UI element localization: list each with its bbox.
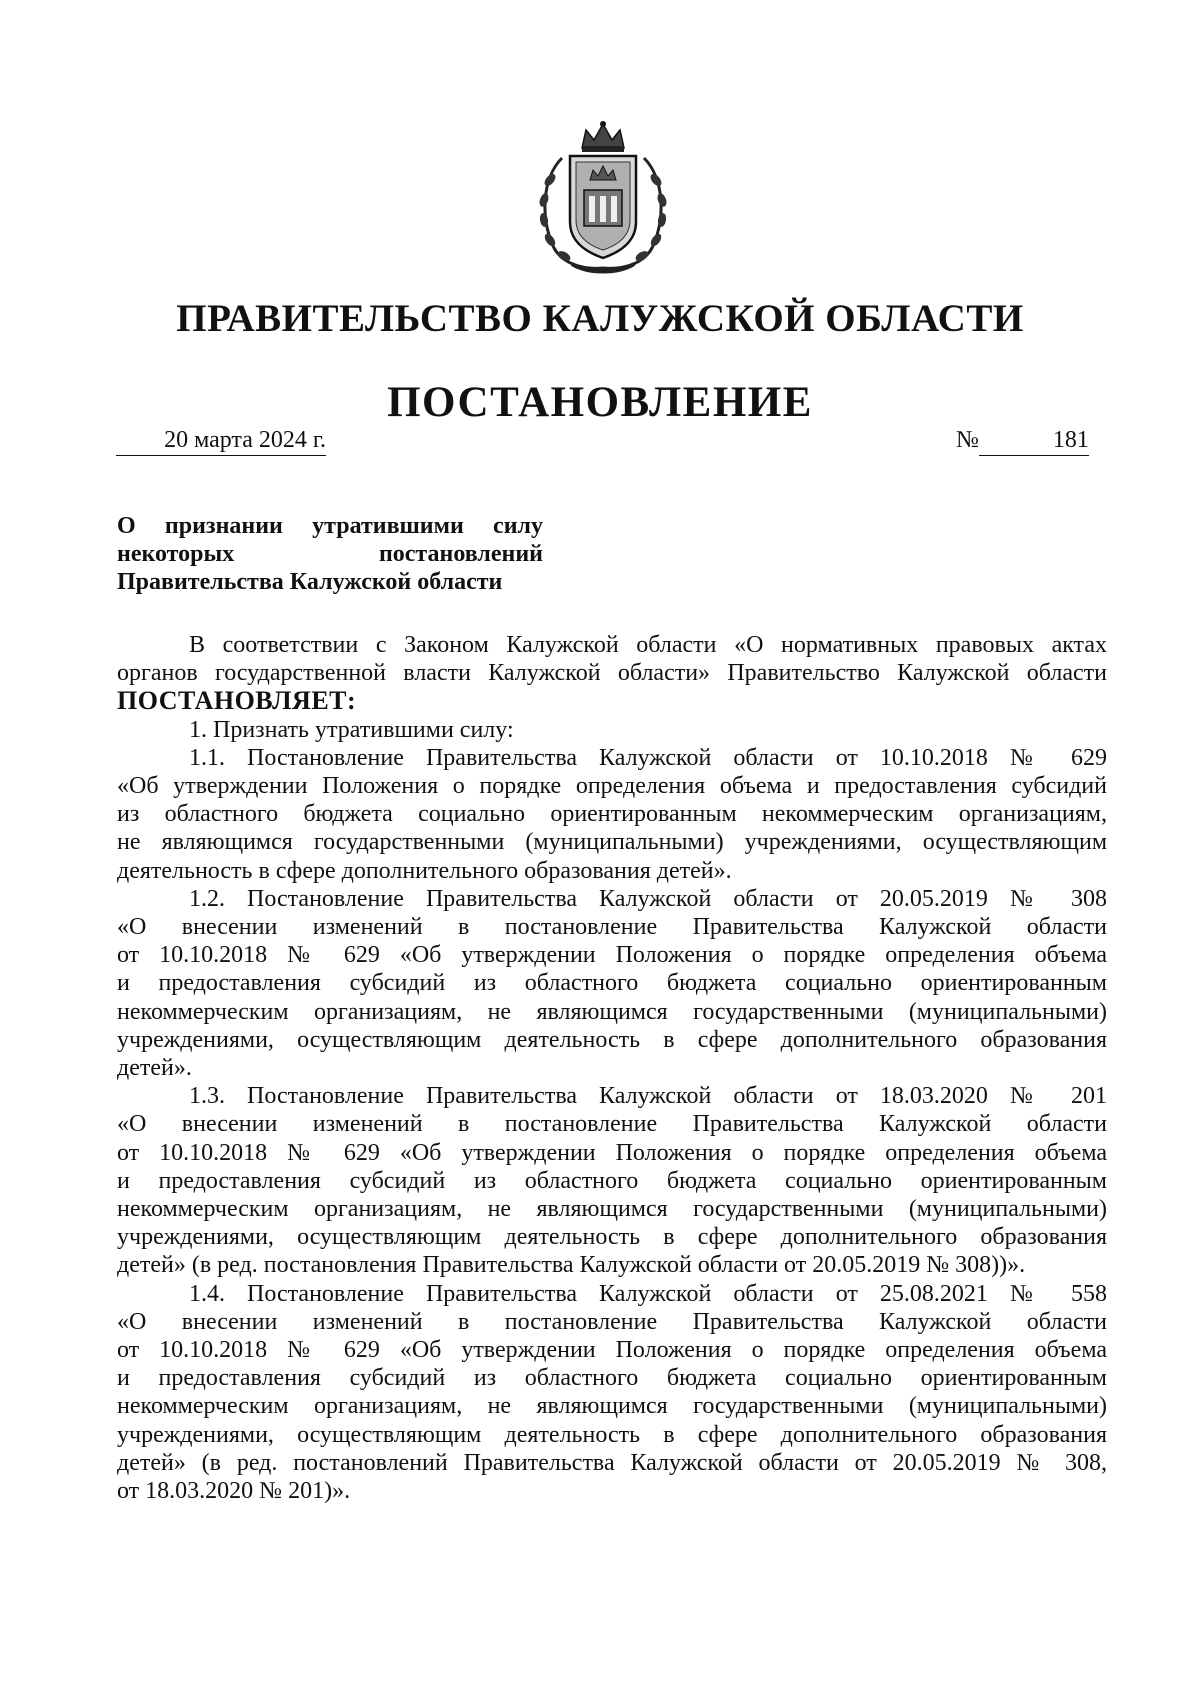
document-body [117, 631, 1107, 1505]
item-1-2-line: 1.2. Постановление Правительства Калужской области от 20.05.2019 № 308 [189, 885, 1107, 912]
intro-line: В соответствии с Законом Калужской области «О нормативных правовых актах [189, 632, 1107, 658]
item-1-3-line: 1.3. Постановление Правительства Калужской области от 18.03.2020 № 201 [189, 1083, 1107, 1110]
item-1-4-line: некоммерческим организациям, не являющимся государственными (муниципальными) [117, 1393, 1107, 1420]
item-1-2-line: и предоставления субсидий из областного бюджета социально ориентированным [117, 970, 1107, 997]
subject-line: некоторых постановлений [117, 541, 543, 567]
subject-line: Правительства Калужской области [117, 569, 503, 595]
item-1-4-line: учреждениями, осуществляющим деятельность в сфере дополнительного образования [117, 1421, 1107, 1448]
organization-title: ПРАВИТЕЛЬСТВО КАЛУЖСКОЙ ОБЛАСТИ [176, 297, 1024, 340]
subject-line: О признании утратившими силу [117, 513, 543, 539]
document-number-field [956, 425, 1089, 456]
document-subject [117, 512, 543, 596]
item-1-3-line: детей» (в ред. постановления Правительства Калужской области от 20.05.2019 № 308))». [117, 1252, 1026, 1279]
item-1-4-line: детей» (в ред. постановлений Правительства Калужской области от 20.05.2019 № 308, [117, 1449, 1107, 1476]
document-type-title: ПОСТАНОВЛЕНИЕ [387, 379, 813, 426]
item-1-1-line: не являющимся государственными (муниципальными) учреждениями, осуществляющим [117, 829, 1107, 856]
item-1-1-line: «Об утверждении Положения о порядке определения объема и предоставления субсидий [117, 773, 1107, 800]
item-1-4-line: и предоставления субсидий из областного бюджета социально ориентированным [117, 1365, 1107, 1392]
item-1-2-line: некоммерческим организациям, не являющимся государственными (муниципальными) [117, 998, 1107, 1025]
resolves-heading: ПОСТАНОВЛЯЕТ: [117, 686, 357, 716]
document-date: 20 марта 2024 г. [116, 425, 326, 456]
item-1-3-line: учреждениями, осуществляющим деятельность в сфере дополнительного образования [117, 1224, 1107, 1251]
item-1-2-line: «О внесении изменений в постановление Правительства Калужской области [117, 914, 1107, 941]
item-1-2-line: от 10.10.2018 № 629 «Об утверждении Положения о порядке определения объема [117, 942, 1107, 969]
number-label: № [956, 427, 979, 453]
item-1-1-line: деятельность в сфере дополнительного образования детей». [117, 857, 732, 884]
intro-line: органов государственной власти Калужской области» Правительство Калужской области [117, 660, 1107, 687]
item-1-2-line: детей». [117, 1055, 192, 1082]
item-1-4-line: «О внесении изменений в постановление Правительства Калужской области [117, 1308, 1107, 1335]
item-1-4-line: 1.4. Постановление Правительства Калужской области от 25.08.2021 № 558 [189, 1280, 1107, 1307]
document-number: 181 [979, 425, 1089, 456]
item-1: 1. Признать утратившими силу: [189, 716, 514, 743]
coat-of-arms-icon [532, 118, 674, 276]
item-1-4-line: от 10.10.2018 № 629 «Об утверждении Положения о порядке определения объема [117, 1337, 1107, 1364]
item-1-2-line: учреждениями, осуществляющим деятельность в сфере дополнительного образования [117, 1026, 1107, 1053]
item-1-4-line: от 18.03.2020 № 201)». [117, 1478, 351, 1505]
item-1-1-line: 1.1. Постановление Правительства Калужской области от 10.10.2018 № 629 [189, 744, 1107, 771]
item-1-3-line: некоммерческим организациям, не являющимся государственными (муниципальными) [117, 1196, 1107, 1223]
item-1-3-line: от 10.10.2018 № 629 «Об утверждении Положения о порядке определения объема [117, 1139, 1107, 1166]
item-1-1-line: из областного бюджета социально ориентированным некоммерческим организациям, [117, 801, 1107, 828]
item-1-3-line: «О внесении изменений в постановление Правительства Калужской области [117, 1111, 1107, 1138]
item-1-3-line: и предоставления субсидий из областного бюджета социально ориентированным [117, 1167, 1107, 1194]
